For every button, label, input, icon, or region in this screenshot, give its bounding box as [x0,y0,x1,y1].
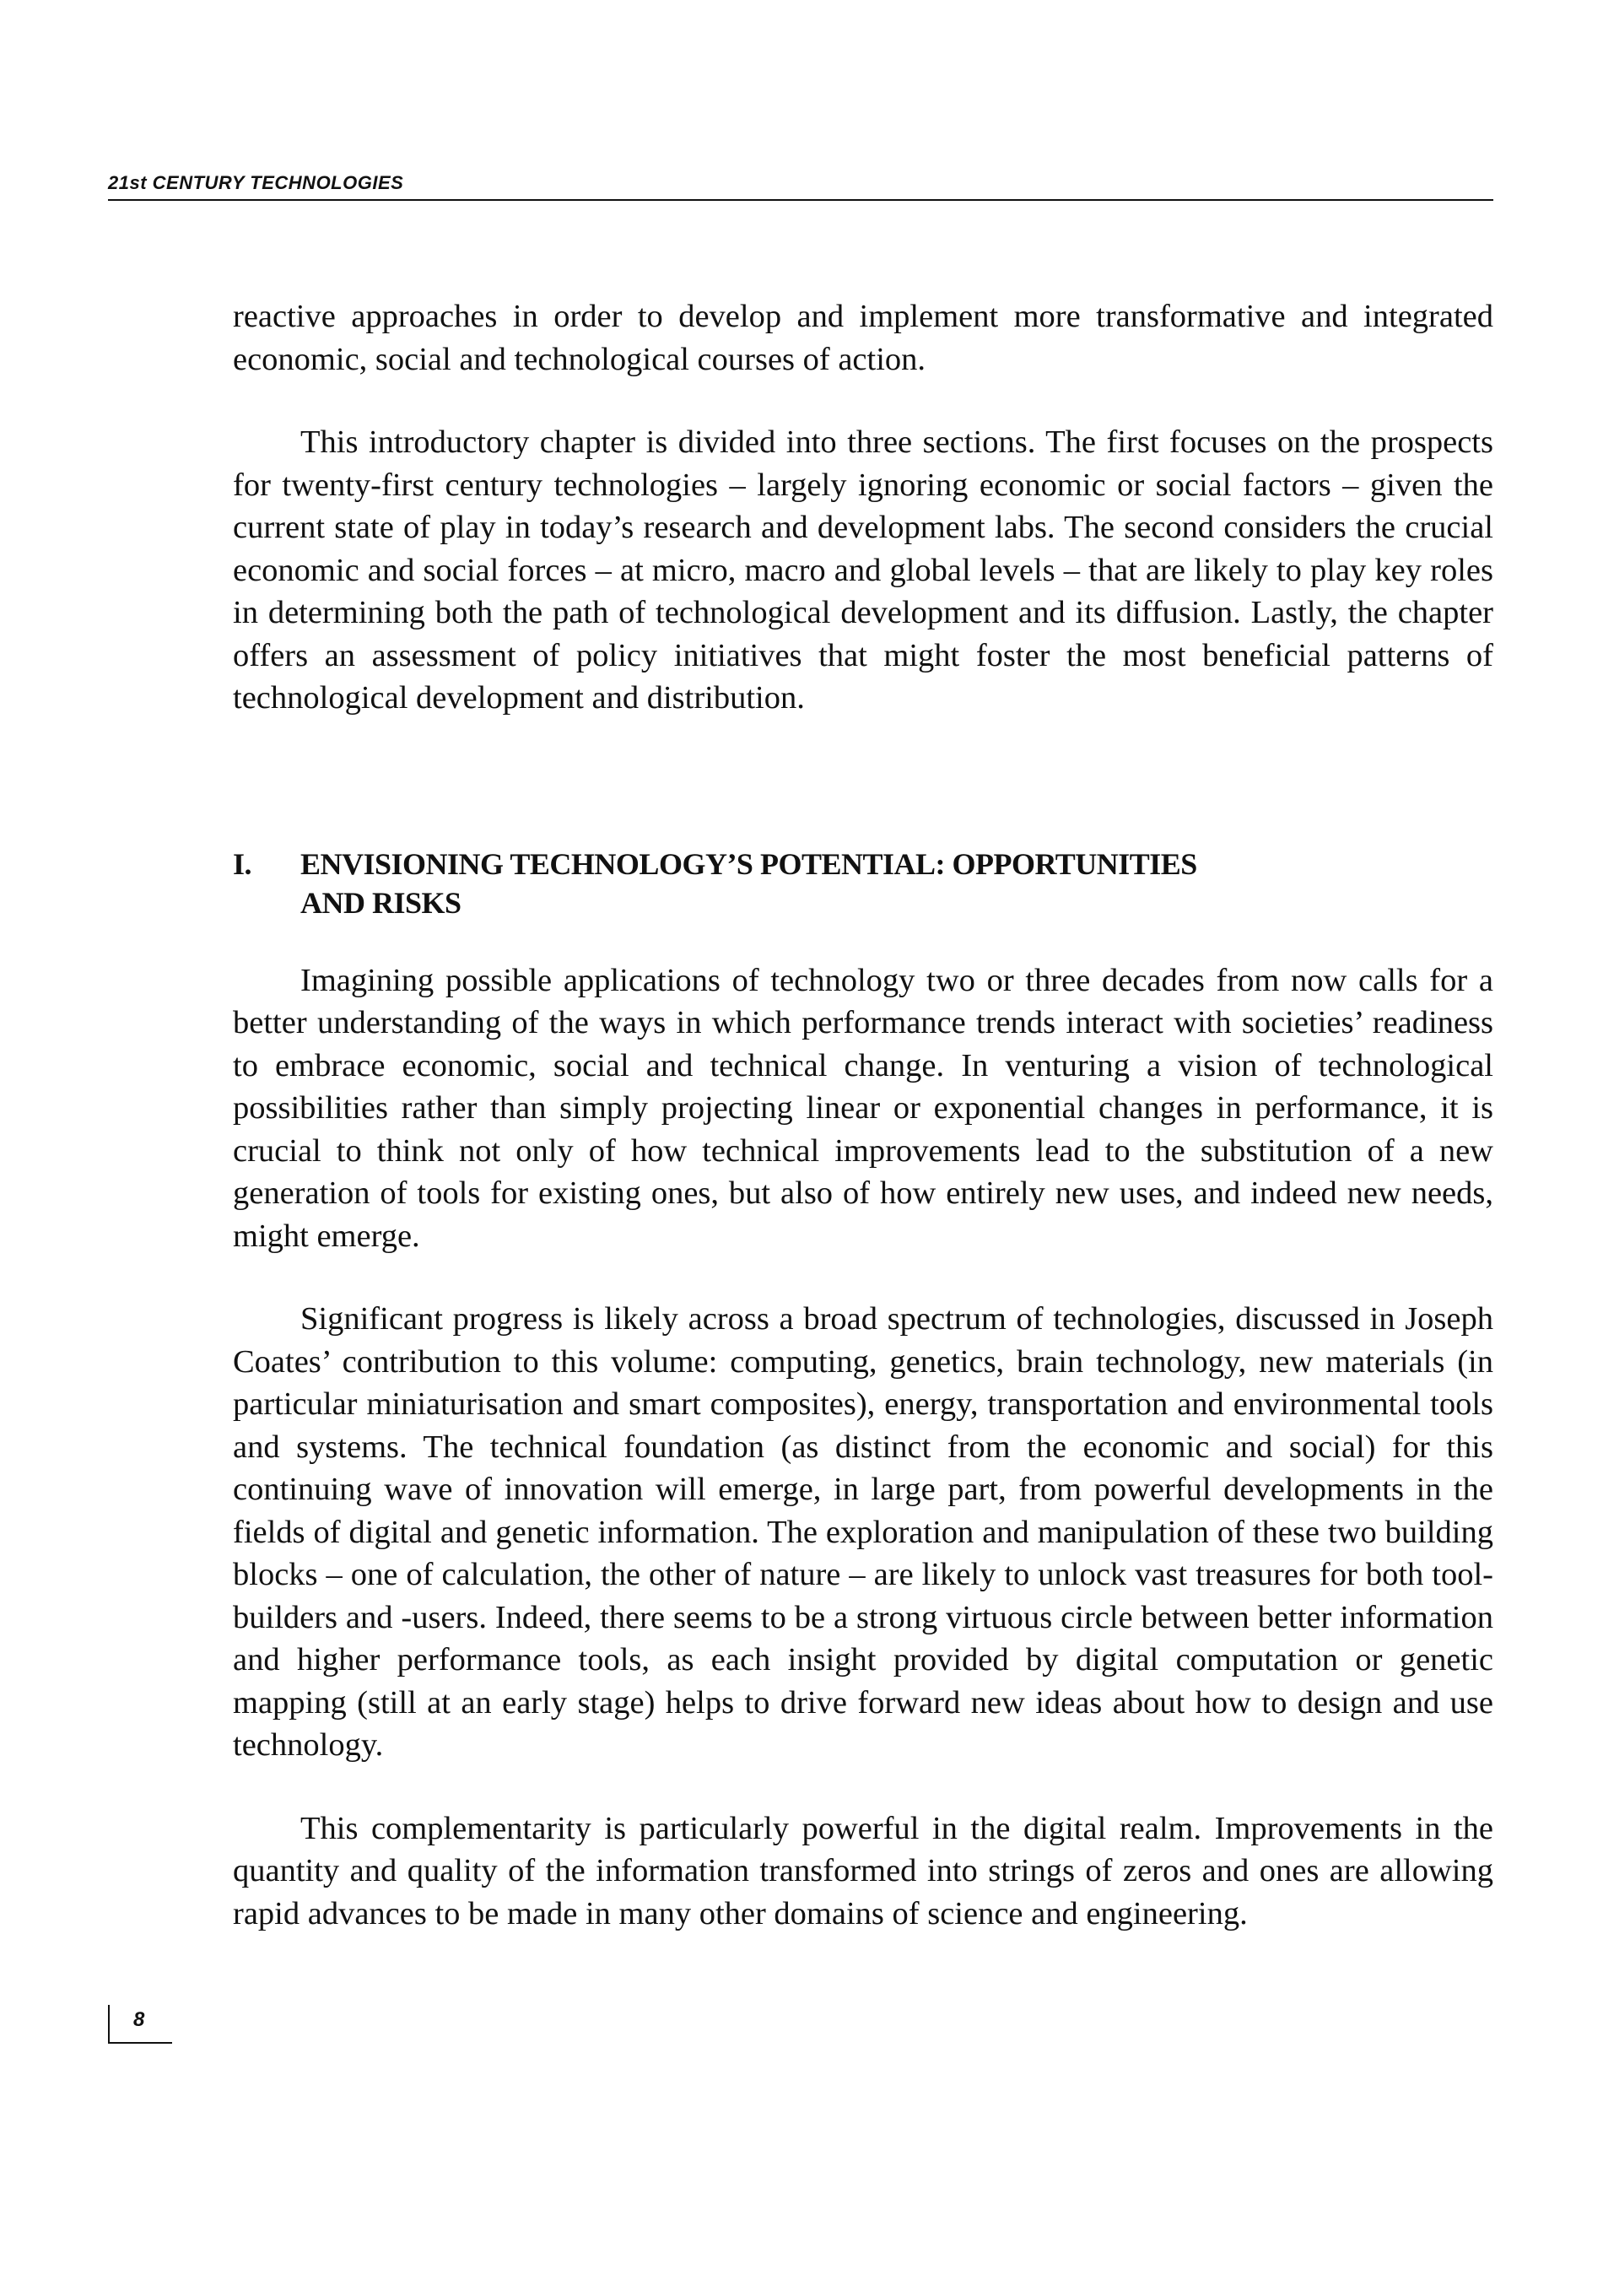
paragraph-progress: Significant progress is likely across a broad spectrum of technologies, discussed in Joseph Coates’ contribution to this volume: computing, genetics, brain technology, new materials (in particular miniaturisation and smart composites), energy, transportation and environmental tools and systems. The technical foundation (as distinct from the economic and social) for this continuing wave of innovation will emerge, in large part, from powerful developments in the fields of digital and genetic information. The exploration and manipulation of these two building blocks – one of calculation, the other of nature – are likely to unlock vast treasures for both tool-builders and -users. Indeed, there seems to be a strong virtuous circle between better information and higher performance tools, as each insight provided by digital computation or genetic mapping (still at an early stage) helps to drive forward new ideas about how to design and use technology. [233,1301,1493,1763]
section-number: I. [233,846,252,881]
paragraph-complementarity: This complementarity is particularly powerful in the digital realm. Improvements in the quantity and quality of the information transformed into strings of zeros and ones are allowing rapid advances to be made in many other domains of science and engineering. [233,1810,1493,1931]
section-title-line-1: ENVISIONING TECHNOLOGY’S POTENTIAL: OPPORTUNITIES [300,846,1197,881]
running-header [108,165,1493,201]
section-heading [233,845,1493,922]
paragraph-imagining: Imagining possible applications of technology two or three decades from now calls for a better understanding of the ways in which performance trends interact with societies’ readiness to embrace economic, social and technical change. In venturing a vision of technological possibilities rather than simply projecting linear or exponential changes in performance, it is crucial to think not only of how technical improvements lead to the substitution of a new generation of tools for existing ones, but also of how entirely new uses, and indeed new needs, might emerge. [233,962,1493,1254]
paragraph-intro: This introductory chapter is divided into three sections. The first focuses on the prospects for twenty-first century technologies – largely ignoring economic or social factors – given the current state of play in today’s research and development labs. The second considers the crucial economic and social forces – at micro, macro and global levels – that are likely to play key roles in determining both the path of technological development and its diffusion. Lastly, the chapter offers an assessment of policy initiatives that might foster the most beneficial patterns of technological development and distribution. [233,424,1493,716]
section-title-line-2: AND RISKS [300,885,461,920]
body-text [233,295,1493,1935]
page-number: 8 [133,2008,145,2031]
paragraph-continuation: reactive approaches in order to develop and implement more transformative and integrated economic, social and technological courses of action. [233,299,1493,377]
page-number-marker [108,2005,172,2044]
running-header-title: 21st CENTURY TECHNOLOGIES [108,172,404,193]
section-title [300,845,1493,922]
